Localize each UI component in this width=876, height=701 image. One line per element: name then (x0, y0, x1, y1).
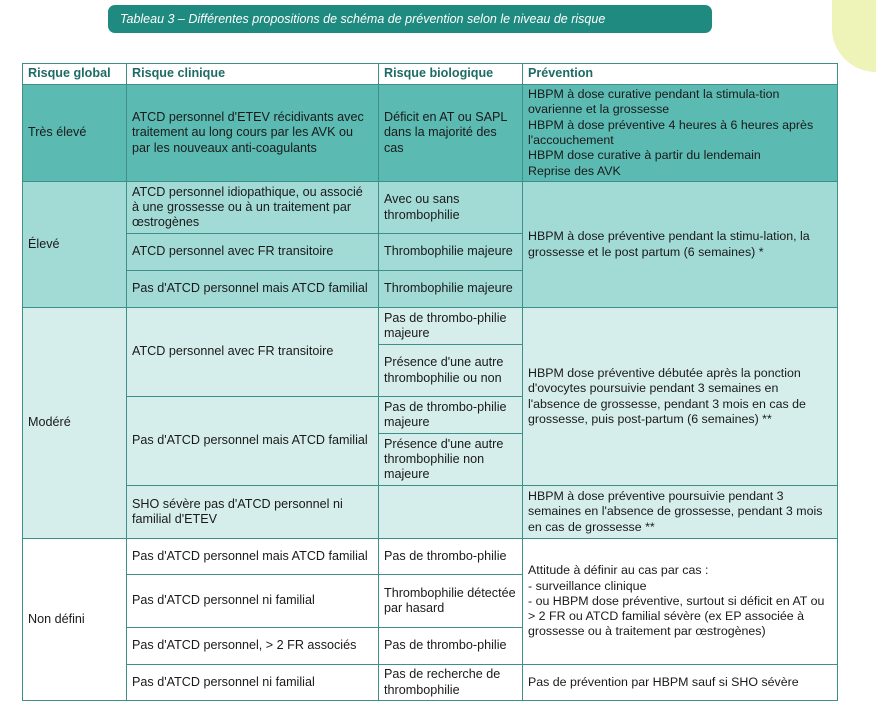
risk-level-tres-eleve: Très élevé (23, 85, 127, 182)
biological-risk: Présence d'une autre thrombophilie non majeure (379, 434, 523, 486)
prevention-cell (523, 85, 838, 182)
prevention-cell: HBPM à dose préventive pendant la stimu-lation, la grossesse et le post partum (6 semaines) * (523, 182, 838, 308)
biological-risk: Pas de thrombo-philie majeure (379, 308, 523, 345)
header-row (23, 64, 838, 85)
prevention-line: Attitude à définir au cas par cas : (528, 563, 709, 578)
clinical-risk: Pas d'ATCD personnel ni familial (127, 665, 379, 701)
clinical-risk: ATCD personnel d'ETEV récidivants avec traitement au long cours par les AVK ou par les nouveaux anti-coagulants (127, 85, 379, 182)
prevention-table (22, 63, 838, 701)
prevention-cell (523, 539, 838, 665)
clinical-risk: SHO sévère pas d'ATCD personnel ni familial d'ETEV (127, 486, 379, 539)
prevention-cell: Pas de prévention par HBPM sauf si SHO sévère (523, 665, 838, 701)
prevention-line: - surveillance clinique (528, 578, 647, 593)
prevention-line: Reprise des AVK (528, 163, 621, 178)
prevention-line: HBPM à dose préventive 4 heures à 6 heures après l'accouchement (528, 117, 814, 147)
biological-risk: Thrombophilie majeure (379, 234, 523, 271)
table-row (23, 486, 838, 539)
prevention-line: HBPM à dose curative pendant la stimula-tion ovarienne et la grossesse (528, 87, 780, 117)
prevention-cell: HBPM à dose préventive poursuivie pendant 3 semaines en l'absence de grossesse, pendant 3 mois en cas de grossesse ** (523, 486, 838, 539)
table-caption: Tableau 3 – Différentes propositions de schéma de prévention selon le niveau de risque (108, 5, 712, 33)
biological-risk: Présence d'une autre thrombophilie ou non (379, 345, 523, 397)
biological-risk: Pas de thrombo-philie (379, 539, 523, 575)
biological-risk: Pas de thrombo-philie majeure (379, 397, 523, 434)
clinical-risk: Pas d'ATCD personnel, > 2 FR associés (127, 628, 379, 665)
risk-level-modere: Modéré (23, 308, 127, 539)
clinical-risk: ATCD personnel avec FR transitoire (127, 308, 379, 397)
clinical-risk: Pas d'ATCD personnel mais ATCD familial (127, 397, 379, 486)
prevention-cell: HBPM dose préventive débutée après la ponction d'ovocytes poursuivie pendant 3 semaines en l'absence de grossesse, pendant 3 mois en cas de grossesse, puis post-partum (6 semaines) ** (523, 308, 838, 486)
clinical-risk: ATCD personnel idiopathique, ou associé à une grossesse ou à un traitement par œstrogènes (127, 182, 379, 234)
prevention-line: HBPM dose curative à partir du lendemain (528, 148, 761, 163)
table-row (23, 308, 838, 345)
header-risque-global: Risque global (23, 64, 127, 85)
table-row (23, 539, 838, 575)
table-row (23, 85, 838, 182)
biological-risk (379, 486, 523, 539)
biological-risk: Pas de recherche de thrombophilie (379, 665, 523, 701)
clinical-risk: ATCD personnel avec FR transitoire (127, 234, 379, 271)
table-row (23, 665, 838, 701)
header-risque-clinique: Risque clinique (127, 64, 379, 85)
biological-risk: Thrombophilie détectée par hasard (379, 575, 523, 628)
risk-level-eleve: Élevé (23, 182, 127, 308)
biological-risk: Déficit en AT ou SAPL dans la majorité des cas (379, 85, 523, 182)
biological-risk: Pas de thrombo-philie (379, 628, 523, 665)
header-prevention: Prévention (523, 64, 838, 85)
clinical-risk: Pas d'ATCD personnel mais ATCD familial (127, 271, 379, 308)
biological-risk: Thrombophilie majeure (379, 271, 523, 308)
header-risque-biologique: Risque biologique (379, 64, 523, 85)
risk-level-non-defini: Non défini (23, 539, 127, 701)
decorative-corner (832, 0, 876, 72)
clinical-risk: Pas d'ATCD personnel ni familial (127, 575, 379, 628)
table-row (23, 182, 838, 234)
biological-risk: Avec ou sans thrombophilie (379, 182, 523, 234)
prevention-line: - ou HBPM dose préventive, surtout si déficit en AT ou > 2 FR ou ATCD familial sévère (ex EP associée à grossesse ou à traitement par œstrogènes) (528, 593, 825, 639)
clinical-risk: Pas d'ATCD personnel mais ATCD familial (127, 539, 379, 575)
